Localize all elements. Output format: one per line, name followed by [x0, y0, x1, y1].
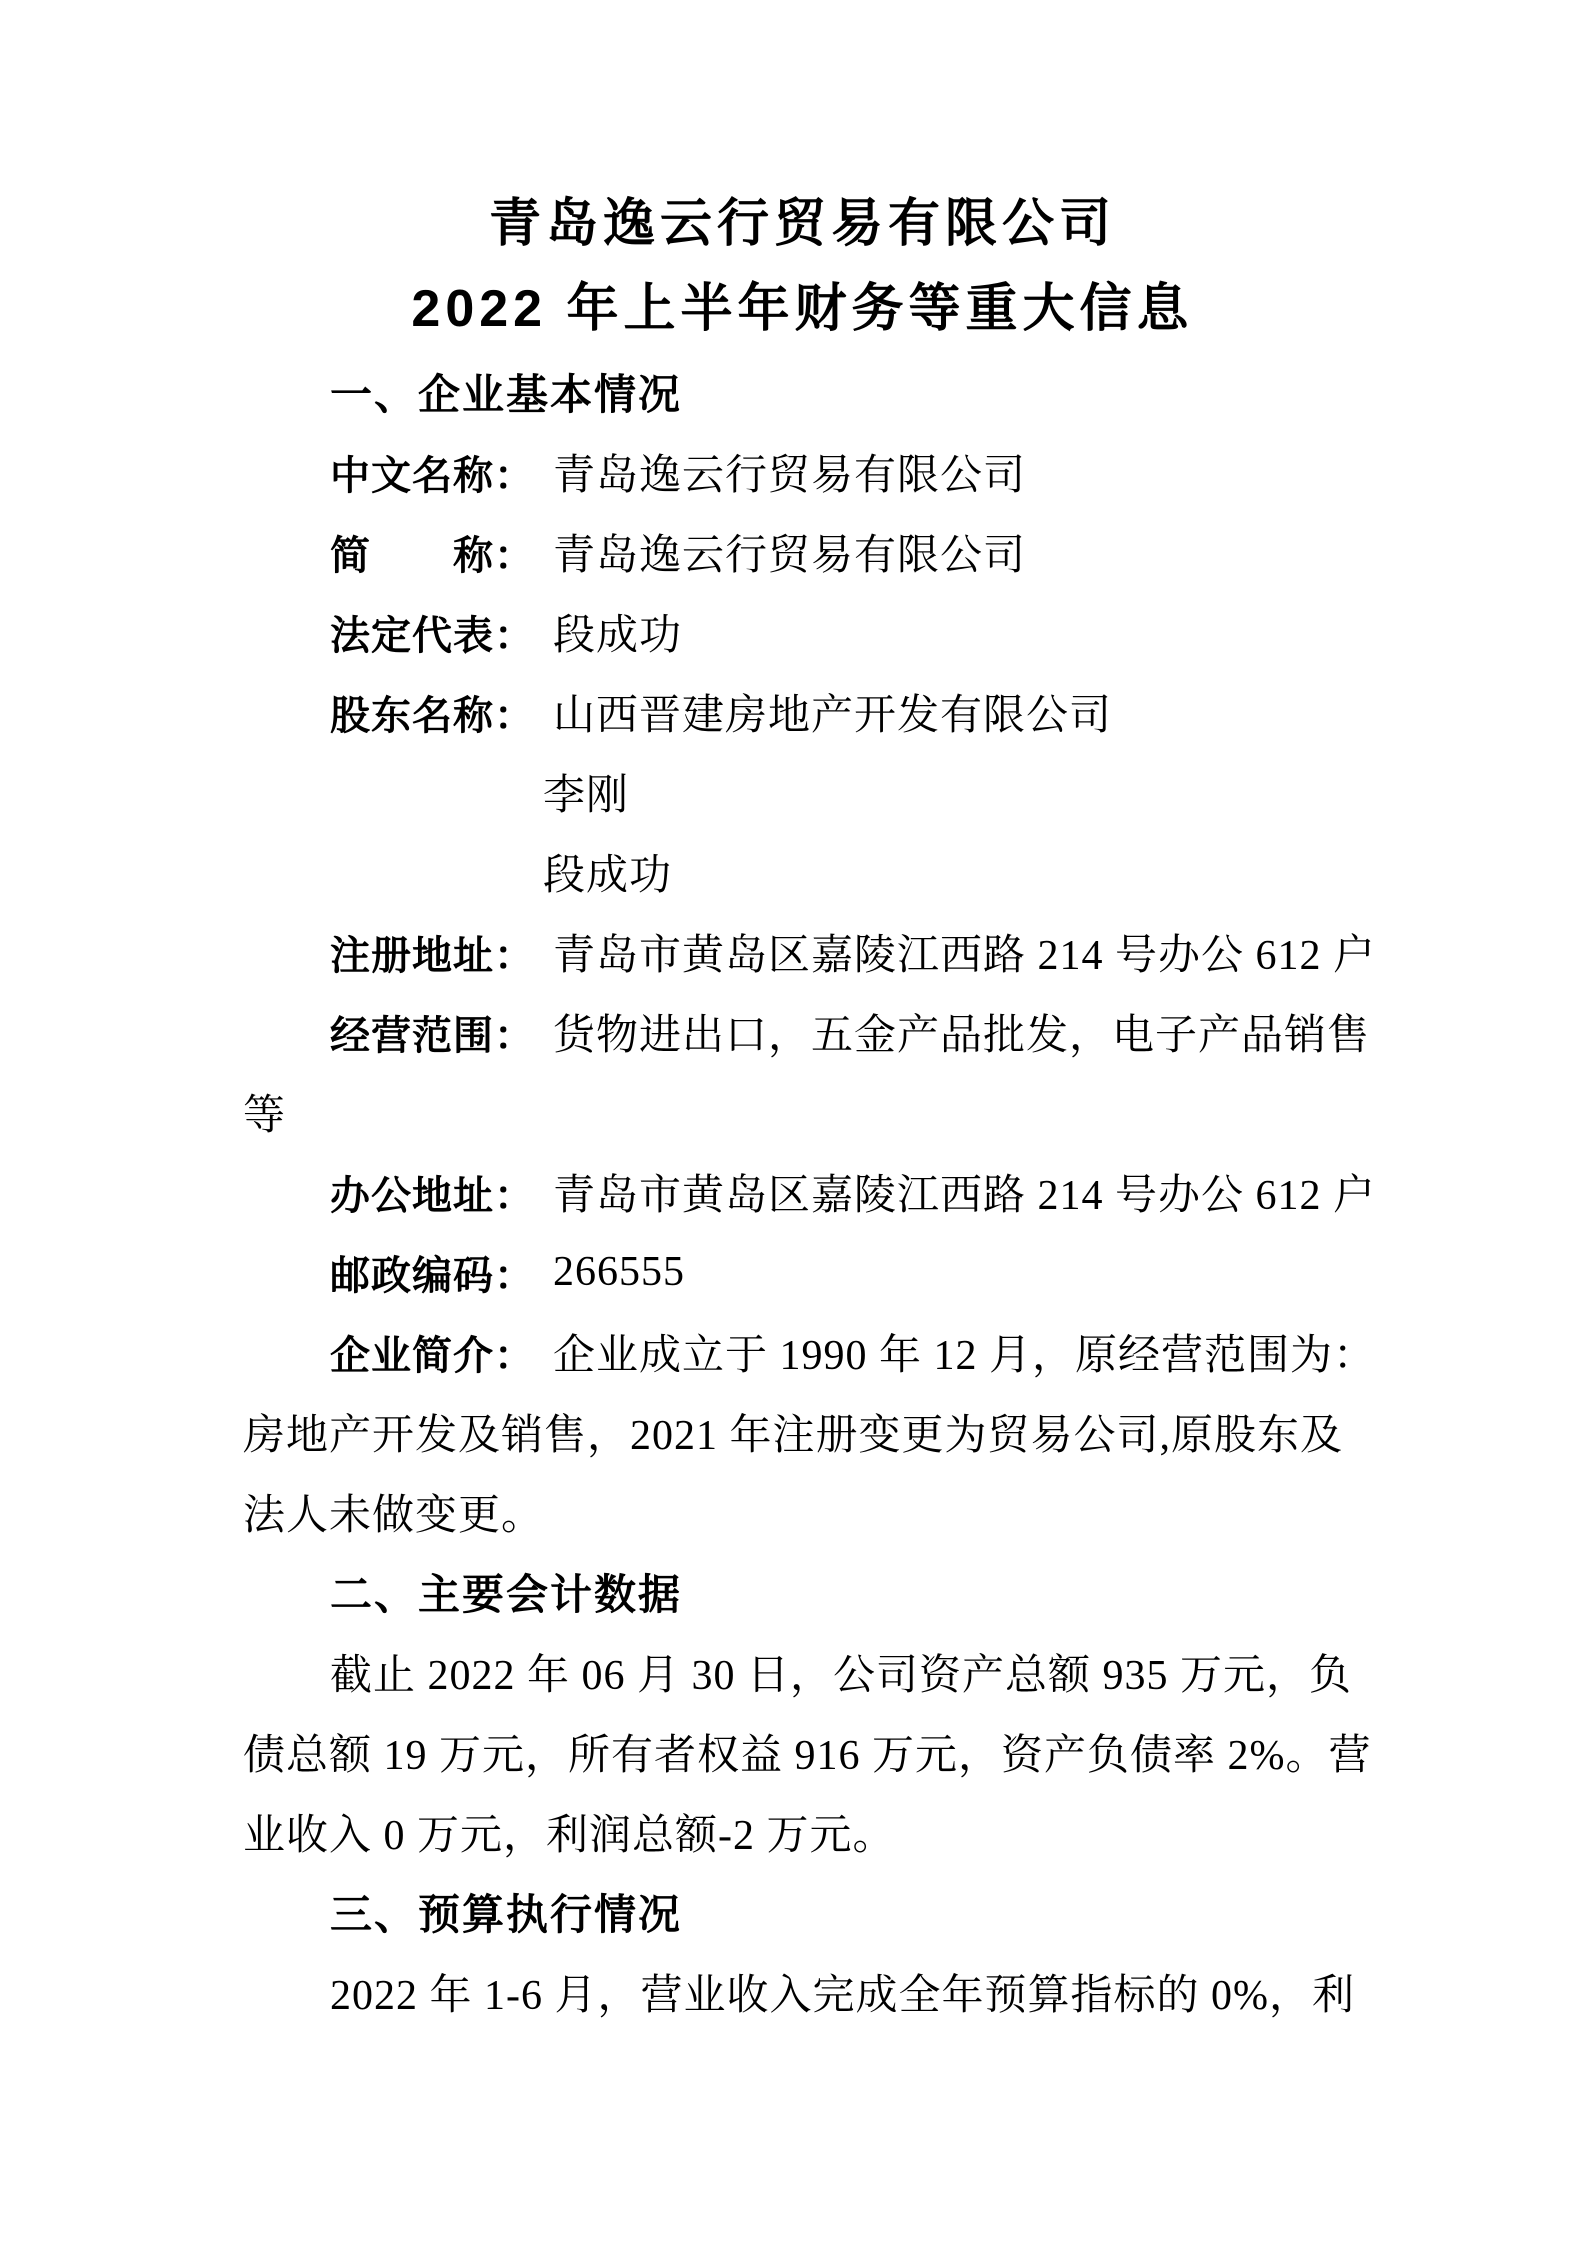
legal-representative-value: 段成功 — [553, 613, 683, 659]
field-short-name — [243, 512, 1362, 592]
shareholder-2-value: 李刚 — [543, 773, 630, 819]
section1-heading: 一、企业基本情况 — [330, 371, 683, 418]
business-scope-wrap: 等 — [243, 1093, 287, 1139]
accounting-line-2 — [243, 1712, 1372, 1792]
section3-heading: 三、预算执行情况 — [330, 1891, 683, 1938]
chinese-name-value: 青岛逸云行贸易有限公司 — [553, 453, 1027, 499]
doc-title-line2: 2022 年上半年财务等重大信息 — [411, 280, 1194, 338]
field-legal-representative — [243, 592, 1362, 672]
office-address-value: 青岛市黄岛区嘉陵江西路 214 号办公 612 户 — [553, 1173, 1377, 1219]
doc-title-line1: 青岛逸云行贸易有限公司 — [488, 195, 1116, 253]
accounting-line-3 — [243, 1792, 1362, 1872]
shareholders-label: 股东名称： — [330, 693, 535, 738]
shareholder-3-line — [243, 832, 1362, 912]
registered-address-value: 青岛市黄岛区嘉陵江西路 214 号办公 612 户 — [553, 933, 1377, 979]
budget-line-1 — [243, 1952, 1362, 2032]
field-office-address — [243, 1152, 1377, 1232]
shareholder-2-line — [243, 752, 1362, 832]
budget-text-1: 2022 年 1-6 月，营业收入完成全年预算指标的 0%，利 — [330, 1973, 1355, 2019]
company-profile-wrap2: 法人未做变更。 — [243, 1493, 545, 1539]
field-registered-address — [243, 912, 1377, 992]
registered-address-label: 注册地址： — [330, 933, 535, 978]
business-scope-label: 经营范围： — [330, 1013, 535, 1058]
business-scope-value: 货物进出口，五金产品批发，电子产品销售 — [553, 1013, 1371, 1059]
office-address-label: 办公地址： — [330, 1173, 535, 1218]
shareholder-1-value: 山西晋建房地产开发有限公司 — [553, 693, 1113, 739]
accounting-text-3: 业收入 0 万元，利润总额-2 万元。 — [243, 1813, 896, 1859]
field-shareholders — [243, 672, 1362, 752]
field-business-scope — [243, 992, 1371, 1072]
company-profile-label: 企业简介： — [330, 1333, 535, 1378]
postal-code-value: 266555 — [553, 1249, 685, 1295]
section2-heading: 二、主要会计数据 — [330, 1571, 683, 1618]
company-profile-wrap1-line — [243, 1392, 1362, 1472]
short-name-label: 简 称： — [330, 533, 535, 578]
business-scope-wrap-line — [243, 1072, 1362, 1152]
field-company-profile — [243, 1312, 1377, 1392]
short-name-value: 青岛逸云行贸易有限公司 — [553, 533, 1027, 579]
accounting-line-1 — [243, 1632, 1362, 1712]
accounting-text-1: 截止 2022 年 06 月 30 日，公司资产总额 935 万元，负 — [330, 1653, 1353, 1699]
accounting-text-2: 债总额 19 万元，所有者权益 916 万元，资产负债率 2%。营 — [243, 1733, 1372, 1779]
chinese-name-label: 中文名称： — [330, 453, 535, 498]
field-postal-code — [243, 1232, 1362, 1312]
company-profile-wrap2-line — [243, 1472, 1362, 1552]
postal-code-label: 邮政编码： — [330, 1253, 535, 1298]
shareholder-3-value: 段成功 — [543, 853, 673, 899]
field-chinese-name — [243, 432, 1362, 512]
company-profile-wrap1: 房地产开发及销售，2021 年注册变更为贸易公司,原股东及 — [243, 1413, 1344, 1459]
company-profile-value: 企业成立于 1990 年 12 月，原经营范围为： — [553, 1333, 1377, 1379]
legal-representative-label: 法定代表： — [330, 613, 535, 658]
